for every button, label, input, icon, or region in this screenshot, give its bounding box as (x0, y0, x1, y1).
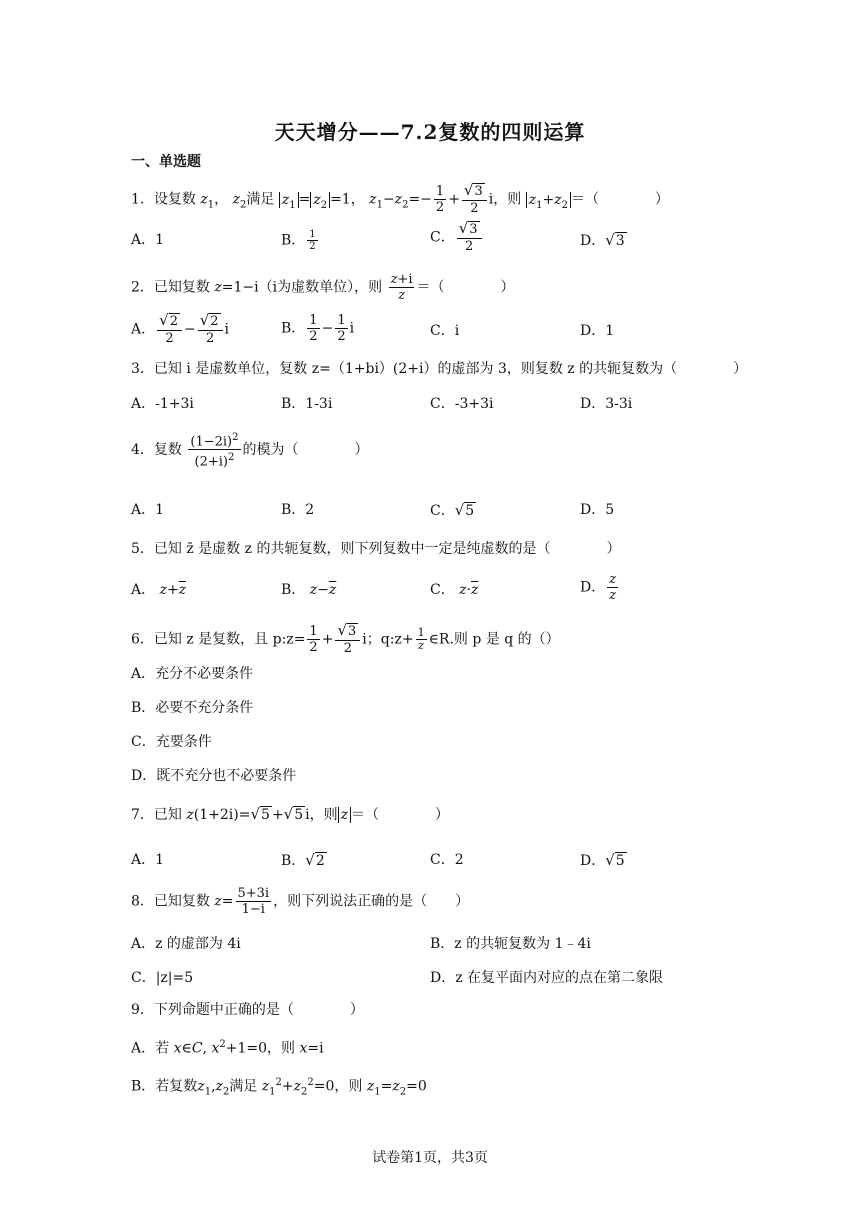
question-3: 3．已知 i 是虚数单位，复数 z=（1+bi）(2+i）的虚部为 3，则复数 z 的共轭复数为（ ） (131, 361, 748, 377)
q4-option-c[interactable]: C．√5 (430, 501, 475, 519)
q1-option-d[interactable]: D．√3 (580, 231, 625, 249)
q4-option-d[interactable]: D．5 (580, 502, 615, 518)
q6-option-d[interactable]: D．既不充分也不必要条件 (131, 768, 297, 784)
q3-option-c[interactable]: C．-3+3i (430, 396, 494, 412)
page-footer: 试卷第1页，共3页 (372, 1150, 488, 1166)
question-2: 2．已知复数 z=1−i（i为虚数单位），则 $\frac{z+i}{z}$ ＝（ ） (131, 272, 515, 303)
q8-option-a[interactable]: A．z 的虚部为 4i (131, 936, 241, 952)
q5-option-b[interactable]: B． $z-\overline{z}$ (281, 582, 337, 598)
q7-option-d[interactable]: D．√5 (580, 851, 625, 869)
q7-option-b[interactable]: B．√2 (281, 851, 325, 869)
q6-option-b[interactable]: B．必要不充分条件 (131, 700, 254, 716)
q2-option-d[interactable]: D．1 (580, 323, 615, 339)
q9-option-b[interactable]: B．若复数$z_1,z_2$满足 $z_1^2+z_2^2=0$，则 $z_1=z_2=0$ (131, 1077, 427, 1098)
q8-option-c[interactable]: C．|z|=5 (131, 970, 194, 986)
q3-option-d[interactable]: D．3-3i (580, 396, 633, 412)
page-title: 天天增分——7.2复数的四则运算 (274, 120, 586, 144)
q2-option-a[interactable]: A． $\frac{√2}{2}$ − $\frac{√2}{2}$ i (131, 311, 230, 346)
q6-option-c[interactable]: C．充要条件 (131, 734, 212, 750)
q3-option-a[interactable]: A．-1+3i (131, 396, 194, 412)
q1-option-b[interactable]: B． $\frac{1}{2}$ (281, 229, 316, 252)
q7-option-c[interactable]: C．2 (430, 852, 464, 868)
section-heading: 一、单选题 (131, 154, 201, 170)
q4-option-a[interactable]: A．1 (131, 502, 165, 518)
q5-option-d[interactable]: D． $\frac{z}{z}$ (580, 572, 617, 603)
q3-option-b[interactable]: B．1-3i (281, 396, 333, 412)
q1-option-a[interactable]: A．1 (131, 232, 165, 248)
q5-option-a[interactable]: A． $z+\overline{z}$ (131, 582, 187, 598)
question-1: 1．设复数 $z_1$， $z_2$满足 $z_1 = z_2 =1$， $z_1-z_2=-$ $\frac{1}{2}$ + $\frac{√3}{2}$ i，则 $z_1+z_2$ ＝（ ） (131, 181, 669, 216)
question-7: 7．已知 z(1+2i)=√5 +√5 i，则 z ＝（ ） (131, 805, 450, 823)
question-8: 8．已知复数 z= $\frac{5+3i}{1-i}$ ，则下列说法正确的是（ ） (131, 886, 470, 917)
q5-option-c[interactable]: C． $z\cdot\overline{z}$ (430, 582, 479, 598)
q9-option-a[interactable]: A．若 x∈C, $x^2+1=0$，则 x=i (131, 1039, 324, 1057)
question-9: 9．下列命题中正确的是（ ） (131, 1002, 364, 1018)
q7-option-a[interactable]: A．1 (131, 852, 165, 868)
question-4: 4．复数 $\frac{(1-2i)^2}{(2+i)^2}$ 的模为（ ） (131, 432, 369, 470)
q2-option-c[interactable]: C．i (430, 323, 460, 339)
q1-option-c[interactable]: C． $\frac{√3}{2}$ (430, 221, 484, 254)
question-5: 5．已知 z̄ 是虚数 z 的共轭复数，则下列复数中一定是纯虚数的是（ ） (131, 541, 621, 557)
q6-option-a[interactable]: A．充分不必要条件 (131, 666, 254, 682)
q2-option-b[interactable]: B． $\frac{1}{2}$ − $\frac{1}{2}$ i (281, 313, 355, 344)
question-6: 6．已知 z 是复数，且 p:z= $\frac{1}{2}$ + $\frac{√3}{2}$ i；q:z+ $\frac{1}{z}$ ∈R.则 p 是 q 的（） (131, 621, 560, 656)
q4-option-b[interactable]: B．2 (281, 502, 315, 518)
q8-option-d[interactable]: D．z 在复平面内对应的点在第二象限 (430, 970, 664, 986)
q8-option-b[interactable]: B．z 的共轭复数为 1﹣4i (430, 936, 591, 952)
